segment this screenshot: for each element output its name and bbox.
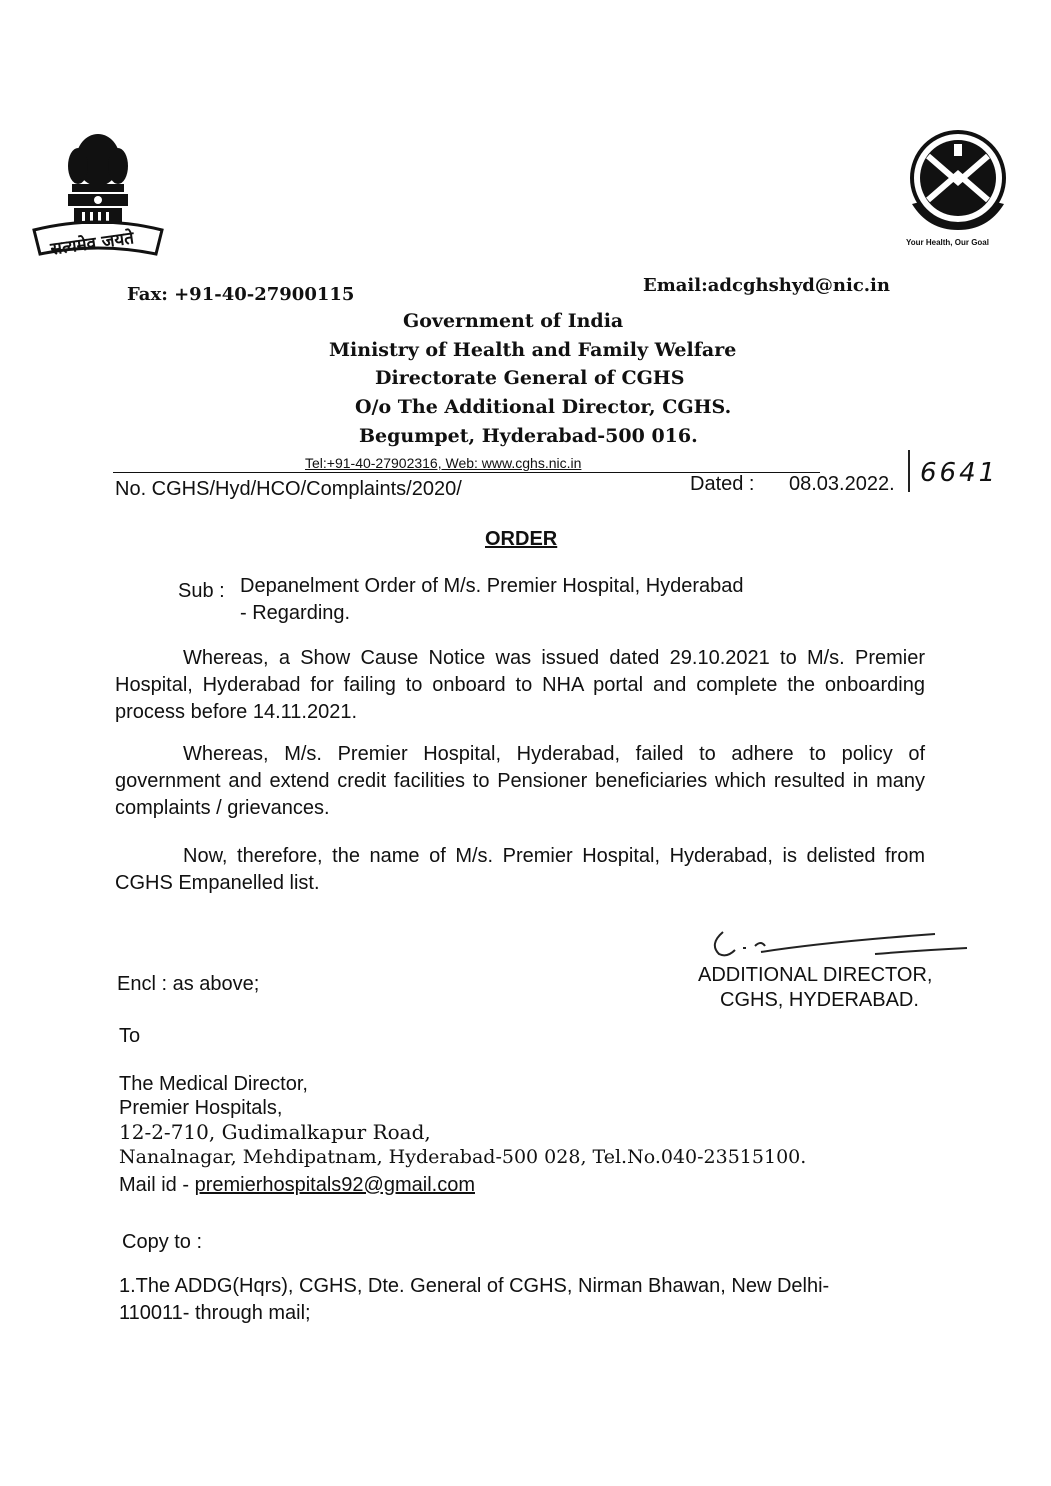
mail-label: Mail id - <box>119 1174 195 1196</box>
order-title: ORDER <box>485 528 558 550</box>
mail-link[interactable]: premierhospitals92@gmail.com <box>194 1174 475 1196</box>
subject-line-1: Depanelment Order of M/s. Premier Hospital, Hyderabad <box>240 575 744 597</box>
signature <box>705 922 970 964</box>
email-address: Email:adcghshyd@nic.in <box>643 275 890 296</box>
addressee-line-1: The Medical Director, <box>119 1073 308 1095</box>
dated-label: Dated : <box>690 473 755 495</box>
cghs-logo <box>898 126 1018 256</box>
enclosure: Encl : as above; <box>117 973 260 995</box>
cghs-logo-icon <box>898 126 1018 238</box>
letterhead-address: Begumpet, Hyderabad-500 016. <box>359 425 698 447</box>
fax-number: Fax: +91-40-27900115 <box>127 284 355 305</box>
addressee-mail <box>119 1172 475 1199</box>
cghs-logo-tagline: Your Health, Our Goal <box>906 238 989 247</box>
signatory-designation: ADDITIONAL DIRECTOR, <box>698 964 933 986</box>
order-date: 08.03.2022. <box>789 473 895 495</box>
national-emblem <box>28 118 168 268</box>
letterhead-directorate: Directorate General of CGHS <box>375 367 685 389</box>
copy-to-label: Copy to : <box>122 1231 203 1253</box>
subject-line-2: - Regarding. <box>240 602 351 624</box>
handwritten-number: 6641 <box>920 458 999 488</box>
addressee-line-2: Premier Hospitals, <box>119 1097 283 1119</box>
emblem-motto: सत्यमेव जयते <box>49 228 136 260</box>
paragraph-delisting: Now, therefore, the name of M/s. Premier Hospital, Hyderabad, is delisted from CGHS Empanelled list. <box>115 845 925 894</box>
letterhead-office: O/o The Additional Director, CGHS. <box>355 396 732 418</box>
signature-scribble-icon <box>705 922 970 964</box>
addressee-line-3: 12-2-710, Gudimalkapur Road, <box>119 1120 431 1144</box>
letterhead-ministry: Ministry of Health and Family Welfare <box>329 339 737 361</box>
addressee-line-4: Nanalnagar, Mehdipatnam, Hyderabad-500 028, Tel.No.040-23515100. <box>119 1146 807 1168</box>
copy-to-item-1-line-1: 1.The ADDG(Hqrs), CGHS, Dte. General of CGHS, Nirman Bhawan, New Delhi- <box>119 1275 830 1297</box>
subject-label: Sub : <box>178 580 225 602</box>
tel-web-line: Tel:+91-40-27902316, Web: www.cghs.nic.in <box>305 455 582 471</box>
reference-number: No. CGHS/Hyd/HCO/Complaints/2020/ <box>115 478 462 500</box>
letterhead-government: Government of India <box>403 310 624 332</box>
paragraph-show-cause: Whereas, a Show Cause Notice was issued dated 29.10.2021 to M/s. Premier Hospital, Hyderabad for failing to onboard to NHA portal and complete the onboarding process before 14.11.2021. <box>115 647 925 723</box>
handwritten-bracket <box>908 450 914 492</box>
signatory-office: CGHS, HYDERABAD. <box>720 989 919 1011</box>
to-label: To <box>119 1025 141 1047</box>
paragraph-failure: Whereas, M/s. Premier Hospital, Hyderabad, failed to adhere to policy of government and extend credit facilities to Pensioner beneficiaries which resulted in many complaints / grievances. <box>115 743 925 819</box>
copy-to-item-1-line-2: 110011- through mail; <box>119 1302 311 1324</box>
